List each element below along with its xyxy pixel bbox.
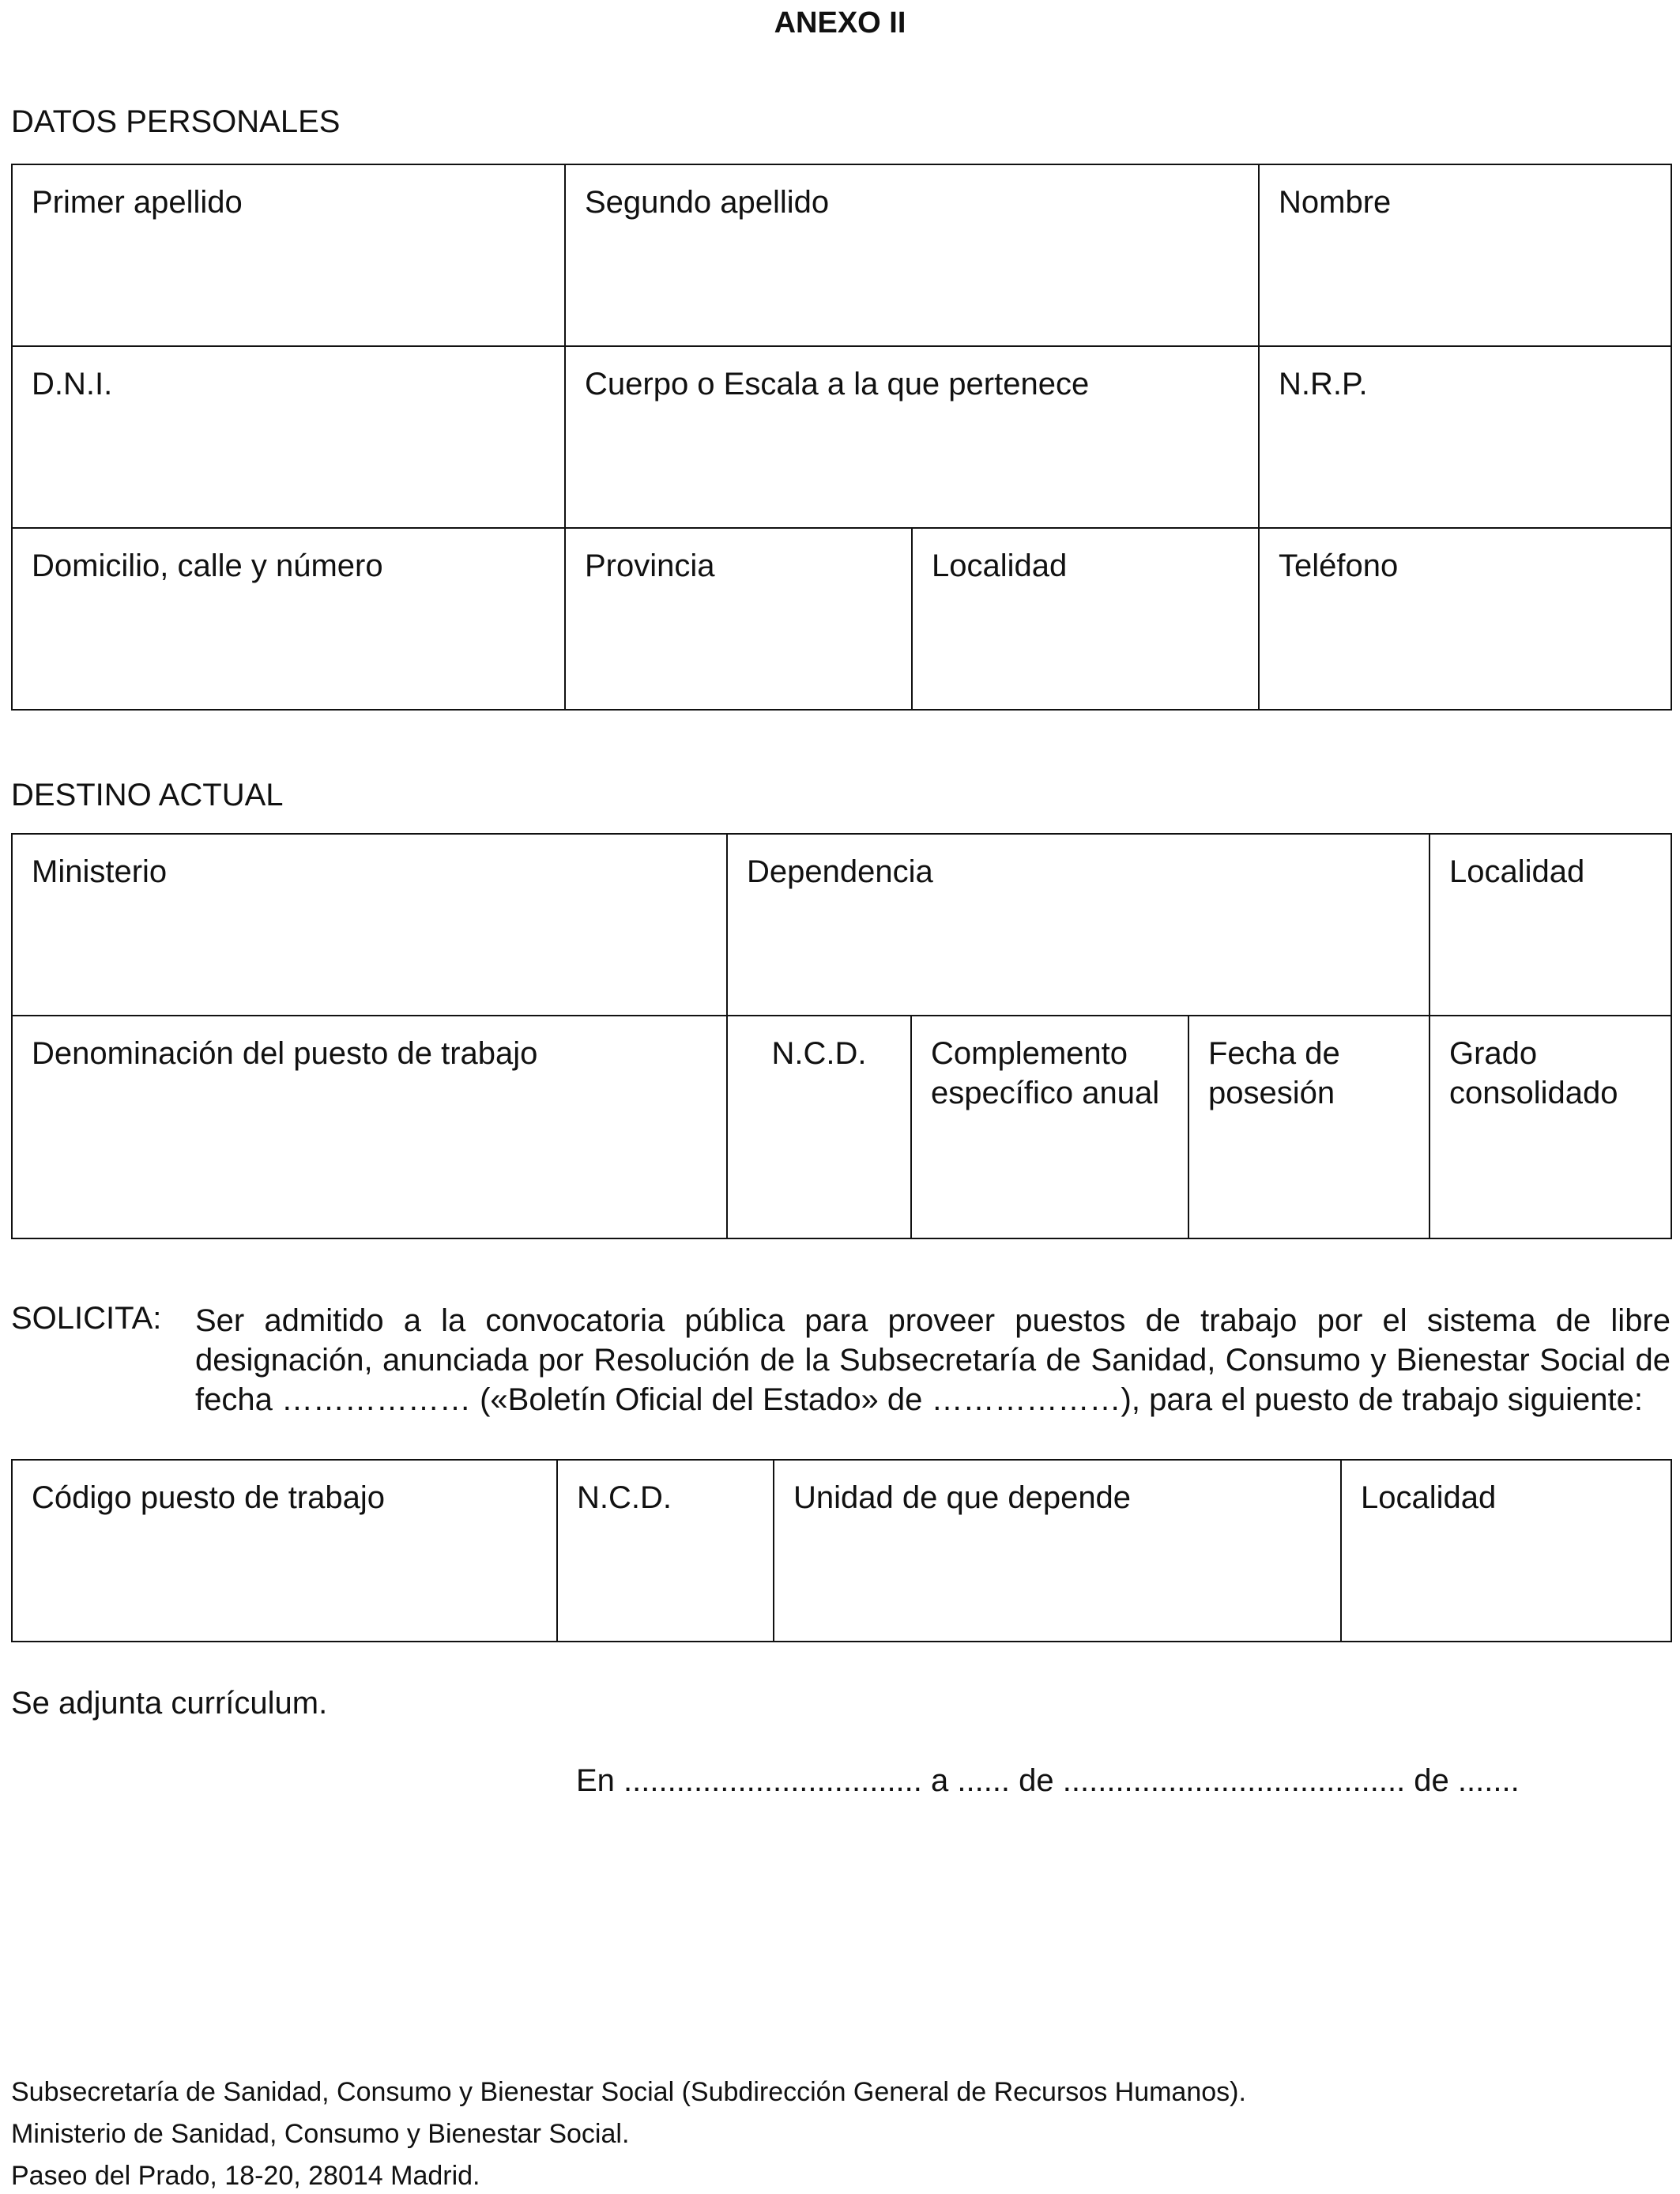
requested-post-table (11, 1459, 1672, 1642)
section-heading-current-post: DESTINO ACTUAL (11, 778, 284, 812)
field-ncd[interactable] (727, 1016, 911, 1238)
field-label: Dependencia (747, 854, 933, 889)
solicita-text: Ser admitido a la convocatoria pública para proveer puestos de trabajo por el sistema de libre designación, anunciada por Resolución de la Subsecretaría de Sanidad, Consumo y Bienestar Social de fecha ……………… («Boletín Oficial del Estado» de ………………), para el puesto de trabajo siguiente: (195, 1303, 1671, 1417)
field-cuerpo-escala[interactable] (565, 346, 1259, 528)
field-fecha-posesion[interactable] (1188, 1016, 1430, 1238)
field-codigo-puesto[interactable] (12, 1460, 557, 1642)
field-label: Domicilio, calle y número (32, 548, 383, 583)
field-unidad-depende[interactable] (774, 1460, 1341, 1642)
field-label: N.R.P. (1279, 367, 1368, 401)
field-label: Segundo apellido (585, 185, 830, 220)
field-label: Ministerio (32, 854, 168, 889)
field-ministerio[interactable] (12, 834, 727, 1016)
field-label: N.C.D. (577, 1480, 672, 1515)
field-label: Denominación del puesto de trabajo (32, 1036, 538, 1071)
field-label: Grado consolidado (1449, 1036, 1618, 1110)
field-label: Localidad (1361, 1480, 1497, 1515)
footer-line-3: Paseo del Prado, 18-20, 28014 Madrid. (11, 2161, 480, 2191)
field-label: Complemento específico anual (931, 1036, 1160, 1110)
annex-title: ANEXO II (774, 6, 906, 40)
field-label: Localidad (1449, 854, 1585, 889)
field-dni[interactable] (12, 346, 565, 528)
field-localidad-destino[interactable] (1430, 834, 1671, 1016)
field-domicilio[interactable] (12, 528, 565, 710)
field-nrp[interactable] (1259, 346, 1671, 528)
field-segundo-apellido[interactable] (565, 164, 1259, 346)
field-denominacion-puesto[interactable] (12, 1016, 727, 1238)
field-label: Nombre (1279, 185, 1392, 220)
field-complemento-especifico[interactable] (911, 1016, 1188, 1238)
field-primer-apellido[interactable] (12, 164, 565, 346)
field-label: Localidad (932, 548, 1068, 583)
field-label: Provincia (585, 548, 715, 583)
field-localidad-solicitado[interactable] (1341, 1460, 1671, 1642)
field-label: Teléfono (1279, 548, 1399, 583)
curriculum-note: Se adjunta currículum. (11, 1686, 328, 1721)
section-heading-personal-data: DATOS PERSONALES (11, 104, 341, 139)
field-label: D.N.I. (32, 367, 113, 401)
place-date-line: En .................................. a ...... de ....................................... de ....... (576, 1763, 1520, 1798)
field-localidad[interactable] (912, 528, 1259, 710)
footer-line-1: Subsecretaría de Sanidad, Consumo y Bienestar Social (Subdirección General de Recursos Humanos). (11, 2077, 1246, 2107)
field-dependencia[interactable] (727, 834, 1430, 1016)
current-post-table (11, 833, 1672, 1239)
field-label: N.C.D. (771, 1036, 867, 1071)
field-label: Primer apellido (32, 185, 243, 220)
footer-line-2: Ministerio de Sanidad, Consumo y Bienestar Social. (11, 2119, 630, 2149)
field-label: Código puesto de trabajo (32, 1480, 385, 1515)
field-nombre[interactable] (1259, 164, 1671, 346)
field-ncd-solicitado[interactable] (557, 1460, 774, 1642)
field-telefono[interactable] (1259, 528, 1671, 710)
personal-data-table (11, 164, 1672, 711)
field-grado-consolidado[interactable] (1430, 1016, 1671, 1238)
field-label: Cuerpo o Escala a la que pertenece (585, 367, 1090, 401)
field-label: Fecha de posesión (1208, 1036, 1340, 1110)
field-provincia[interactable] (565, 528, 912, 710)
solicita-label: SOLICITA: (11, 1301, 162, 1336)
field-label: Unidad de que depende (793, 1480, 1132, 1515)
